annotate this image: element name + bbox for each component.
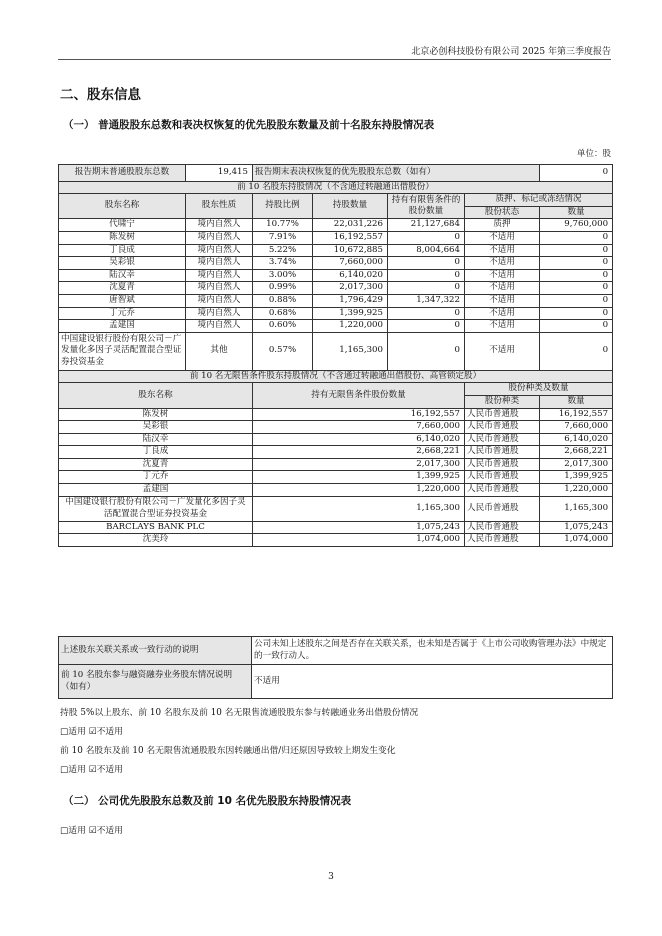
holder-pledge-status: 不适用 bbox=[465, 244, 540, 257]
table-row bbox=[59, 294, 613, 307]
fund-pledge-count: 0 bbox=[540, 332, 613, 370]
option-not-applicable[interactable]: ☑不适用 bbox=[88, 826, 123, 836]
option-applicable[interactable]: □适用 bbox=[60, 727, 86, 737]
option-applicable[interactable]: □适用 bbox=[60, 826, 86, 836]
u-col-kind-count-header: 数量 bbox=[540, 395, 613, 408]
table-row bbox=[59, 231, 613, 244]
u-holder-name: 丁元乔 bbox=[59, 471, 253, 484]
holder-nature: 境内自然人 bbox=[186, 282, 253, 295]
holder-count: 6,140,020 bbox=[313, 269, 388, 282]
total-holders-label: 报告期末普通股股东总数 bbox=[59, 165, 186, 182]
u-holder-kind-count: 1,074,000 bbox=[540, 534, 613, 547]
holder-restricted: 8,004,664 bbox=[388, 244, 465, 257]
col-nature-header: 股东性质 bbox=[186, 194, 253, 219]
table-row bbox=[59, 408, 613, 421]
u-holder-name: 丁良成 bbox=[59, 446, 253, 459]
holder-restricted: 0 bbox=[388, 282, 465, 295]
u-holder-count: 7,660,000 bbox=[253, 421, 465, 434]
table-row bbox=[59, 282, 613, 295]
u-fund-row bbox=[59, 496, 613, 521]
option-not-applicable[interactable]: ☑不适用 bbox=[88, 765, 123, 775]
total-holders-value: 19,415 bbox=[186, 165, 253, 182]
holder-count: 10,672,885 bbox=[313, 244, 388, 257]
holder-name: 沈夏青 bbox=[59, 282, 186, 295]
holder-pledge-status: 不适用 bbox=[465, 231, 540, 244]
holder-restricted: 0 bbox=[388, 307, 465, 320]
holder-name: 陆汉幸 bbox=[59, 269, 186, 282]
holder-ratio: 0.88% bbox=[253, 294, 313, 307]
holder-count: 1,220,000 bbox=[313, 320, 388, 333]
col-restricted-header: 持有有限售条件的股份数量 bbox=[388, 194, 465, 219]
u-holder-count: 2,017,300 bbox=[253, 458, 465, 471]
holder-restricted: 0 bbox=[388, 320, 465, 333]
table-row bbox=[59, 534, 613, 547]
section-title: 二、股东信息 bbox=[60, 87, 141, 103]
col-ratio-header: 持股比例 bbox=[253, 194, 313, 219]
top10-caption: 前 10 名股东持股情况（不含通过转融通出借股份） bbox=[59, 181, 613, 194]
unrestricted-caption: 前 10 名无限售条件股东持股情况（不含通过转融通出借股份、高管锁定股） bbox=[59, 370, 613, 383]
holder-name: 孟建国 bbox=[59, 320, 186, 333]
holder-count: 2,017,300 bbox=[313, 282, 388, 295]
u-holder-name: 沈美玲 bbox=[59, 534, 253, 547]
holder-pledge-status: 不适用 bbox=[465, 257, 540, 270]
holder-name: 吴彩银 bbox=[59, 257, 186, 270]
holder-restricted: 21,127,684 bbox=[388, 219, 465, 232]
summary-row bbox=[59, 165, 613, 182]
holder-pledge-status: 不适用 bbox=[465, 307, 540, 320]
u-col-kind-group-header: 股份种类及数量 bbox=[465, 383, 613, 396]
holder-nature: 境内自然人 bbox=[186, 257, 253, 270]
u-holder-count: 1,399,925 bbox=[253, 471, 465, 484]
col-count-header: 持股数量 bbox=[313, 194, 388, 219]
holder-pledge-count: 9,760,000 bbox=[540, 219, 613, 232]
col-pledge-count-header: 数量 bbox=[540, 206, 613, 219]
holder-ratio: 0.68% bbox=[253, 307, 313, 320]
unit-label: 单位：股 bbox=[576, 149, 611, 159]
holder-nature: 境内自然人 bbox=[186, 294, 253, 307]
holder-nature: 境内自然人 bbox=[186, 244, 253, 257]
holder-pledge-status: 不适用 bbox=[465, 320, 540, 333]
table-row bbox=[59, 269, 613, 282]
holder-count: 16,192,557 bbox=[313, 231, 388, 244]
related-row bbox=[59, 637, 613, 665]
note-lending: 持股 5%以上股东、前 10 名股东及前 10 名无限售流通股股东参与转融通业务出借股份情况 bbox=[60, 708, 419, 718]
u-holder-kind: 人民币普通股 bbox=[465, 433, 540, 446]
u-holder-count: 1,075,243 bbox=[253, 521, 465, 534]
pref-holders-value: 0 bbox=[540, 165, 613, 182]
option-applicable[interactable]: □适用 bbox=[60, 765, 86, 775]
u-holder-kind: 人民币普通股 bbox=[465, 446, 540, 459]
u-fund-name: 中国建设银行股份有限公司－广发量化多因子灵活配置混合型证券投资基金 bbox=[59, 496, 253, 521]
u-holder-kind-count: 2,017,300 bbox=[540, 458, 613, 471]
holder-nature: 境内自然人 bbox=[186, 219, 253, 232]
holder-ratio: 0.60% bbox=[253, 320, 313, 333]
holder-nature: 境内自然人 bbox=[186, 307, 253, 320]
holder-name: 陈发树 bbox=[59, 231, 186, 244]
fund-nature: 其他 bbox=[186, 332, 253, 370]
margin-row bbox=[59, 665, 613, 699]
holder-ratio: 5.22% bbox=[253, 244, 313, 257]
subsection-title-2: （二） 公司优先股股东总数及前 10 名优先股股东持股情况表 bbox=[63, 795, 352, 807]
holder-restricted: 0 bbox=[388, 257, 465, 270]
note-lending-options bbox=[60, 724, 123, 737]
u-col-count-header: 持有无限售条件股份数量 bbox=[253, 383, 465, 408]
holder-pledge-count: 0 bbox=[540, 294, 613, 307]
fund-row bbox=[59, 332, 613, 370]
related-text: 公司未知上述股东之间是否存在关联关系，也未知是否属于《上市公司收购管理办法》中规定的一致行动人。 bbox=[252, 637, 613, 665]
table-row bbox=[59, 307, 613, 320]
holder-ratio: 3.00% bbox=[253, 269, 313, 282]
table-row bbox=[59, 421, 613, 434]
u-holder-kind: 人民币普通股 bbox=[465, 484, 540, 497]
table-row bbox=[59, 471, 613, 484]
holder-name: 丁元乔 bbox=[59, 307, 186, 320]
holder-count: 1,796,429 bbox=[313, 294, 388, 307]
holder-ratio: 7.91% bbox=[253, 231, 313, 244]
pref-holders-label: 报告期末表决权恢复的优先股股东总数（如有） bbox=[253, 165, 540, 182]
holder-pledge-count: 0 bbox=[540, 320, 613, 333]
u-holder-count: 1,074,000 bbox=[253, 534, 465, 547]
table-row bbox=[59, 244, 613, 257]
fund-ratio: 0.57% bbox=[253, 332, 313, 370]
u-holder-kind-count: 6,140,020 bbox=[540, 433, 613, 446]
page-number: 3 bbox=[328, 872, 334, 882]
fund-name: 中国建设银行股份有限公司－广发量化多因子灵活配置混合型证券投资基金 bbox=[59, 332, 186, 370]
u-holder-count: 6,140,020 bbox=[253, 433, 465, 446]
holder-pledge-status: 不适用 bbox=[465, 282, 540, 295]
holder-ratio: 3.74% bbox=[253, 257, 313, 270]
holder-pledge-status: 不适用 bbox=[465, 269, 540, 282]
u-holder-kind-count: 16,192,557 bbox=[540, 408, 613, 421]
holder-name: 唐智斌 bbox=[59, 294, 186, 307]
holder-pledge-count: 0 bbox=[540, 282, 613, 295]
table-row bbox=[59, 219, 613, 232]
u-fund-count: 1,165,300 bbox=[253, 496, 465, 521]
u-col-name-header: 股东名称 bbox=[59, 383, 253, 408]
holder-pledge-status: 质押 bbox=[465, 219, 540, 232]
holder-name: 代啸宁 bbox=[59, 219, 186, 232]
holder-restricted: 1,347,322 bbox=[388, 294, 465, 307]
top10-header-row bbox=[59, 194, 613, 207]
table-row bbox=[59, 257, 613, 270]
u-holder-kind: 人民币普通股 bbox=[465, 471, 540, 484]
holder-restricted: 0 bbox=[388, 231, 465, 244]
u-holder-name: 陆汉幸 bbox=[59, 433, 253, 446]
subsection-title-1: （一） 普通股股东总数和表决权恢复的优先股股东数量及前十名股东持股情况表 bbox=[63, 119, 435, 131]
u-holder-kind: 人民币普通股 bbox=[465, 421, 540, 434]
col-pledge-group-header: 质押、标记或冻结情况 bbox=[465, 194, 613, 207]
holder-ratio: 10.77% bbox=[253, 219, 313, 232]
u-holder-count: 16,192,557 bbox=[253, 408, 465, 421]
holder-nature: 境内自然人 bbox=[186, 269, 253, 282]
u-holder-kind: 人民币普通股 bbox=[465, 458, 540, 471]
table-row bbox=[59, 521, 613, 534]
holder-restricted: 0 bbox=[388, 269, 465, 282]
u-holder-count: 2,668,221 bbox=[253, 446, 465, 459]
table-row bbox=[59, 433, 613, 446]
holder-nature: 境内自然人 bbox=[186, 231, 253, 244]
holder-name: 丁良成 bbox=[59, 244, 186, 257]
col-name-header: 股东名称 bbox=[59, 194, 186, 219]
related-label: 上述股东关联关系或一致行动的说明 bbox=[59, 637, 252, 665]
u-holder-kind: 人民币普通股 bbox=[465, 534, 540, 547]
holder-pledge-count: 0 bbox=[540, 231, 613, 244]
unrestricted-header-row bbox=[59, 383, 613, 396]
holder-ratio: 0.99% bbox=[253, 282, 313, 295]
table-row bbox=[59, 320, 613, 333]
holder-pledge-count: 0 bbox=[540, 244, 613, 257]
u-holder-kind-count: 1,075,243 bbox=[540, 521, 613, 534]
holder-pledge-status: 不适用 bbox=[465, 294, 540, 307]
u-holder-name: 陈发树 bbox=[59, 408, 253, 421]
u-holder-name: BARCLAYS BANK PLC bbox=[59, 521, 253, 534]
note-change: 前 10 名股东及前 10 名无限售流通股股东因转融通出借/归还原因导致较上期发生变化 bbox=[60, 746, 396, 756]
holder-pledge-count: 0 bbox=[540, 307, 613, 320]
u-fund-kind-count: 1,165,300 bbox=[540, 496, 613, 521]
header-rule bbox=[58, 59, 611, 60]
holder-count: 22,031,226 bbox=[313, 219, 388, 232]
u-holder-name: 吴彩银 bbox=[59, 421, 253, 434]
option-not-applicable[interactable]: ☑不适用 bbox=[88, 727, 123, 737]
fund-status: 不适用 bbox=[465, 332, 540, 370]
fund-restricted: 0 bbox=[388, 332, 465, 370]
table-row bbox=[59, 458, 613, 471]
table-row bbox=[59, 446, 613, 459]
margin-label: 前 10 名股东参与融资融券业务股东情况说明（如有） bbox=[59, 665, 252, 699]
note-change-options bbox=[60, 762, 123, 775]
u-holder-name: 孟建国 bbox=[59, 484, 253, 497]
margin-text: 不适用 bbox=[252, 665, 613, 699]
u-holder-kind: 人民币普通股 bbox=[465, 521, 540, 534]
u-col-kind-header: 股份种类 bbox=[465, 395, 540, 408]
pref-options bbox=[60, 823, 123, 836]
u-fund-kind: 人民币普通股 bbox=[465, 496, 540, 521]
report-header: 北京必创科技股份有限公司 2025 年第三季度报告 bbox=[411, 47, 611, 57]
holder-count: 1,399,925 bbox=[313, 307, 388, 320]
u-holder-count: 1,220,000 bbox=[253, 484, 465, 497]
holder-nature: 境内自然人 bbox=[186, 320, 253, 333]
u-holder-kind: 人民币普通股 bbox=[465, 408, 540, 421]
u-holder-kind-count: 1,399,925 bbox=[540, 471, 613, 484]
holder-pledge-count: 0 bbox=[540, 257, 613, 270]
shareholder-table bbox=[58, 164, 613, 547]
u-holder-name: 沈夏青 bbox=[59, 458, 253, 471]
table-row bbox=[59, 484, 613, 497]
col-pledge-status-header: 股份状态 bbox=[465, 206, 540, 219]
holder-pledge-count: 0 bbox=[540, 269, 613, 282]
u-holder-kind-count: 1,220,000 bbox=[540, 484, 613, 497]
holder-count: 7,660,000 bbox=[313, 257, 388, 270]
u-holder-kind-count: 2,668,221 bbox=[540, 446, 613, 459]
fund-count: 1,165,300 bbox=[313, 332, 388, 370]
u-holder-kind-count: 7,660,000 bbox=[540, 421, 613, 434]
remarks-table bbox=[58, 636, 613, 699]
